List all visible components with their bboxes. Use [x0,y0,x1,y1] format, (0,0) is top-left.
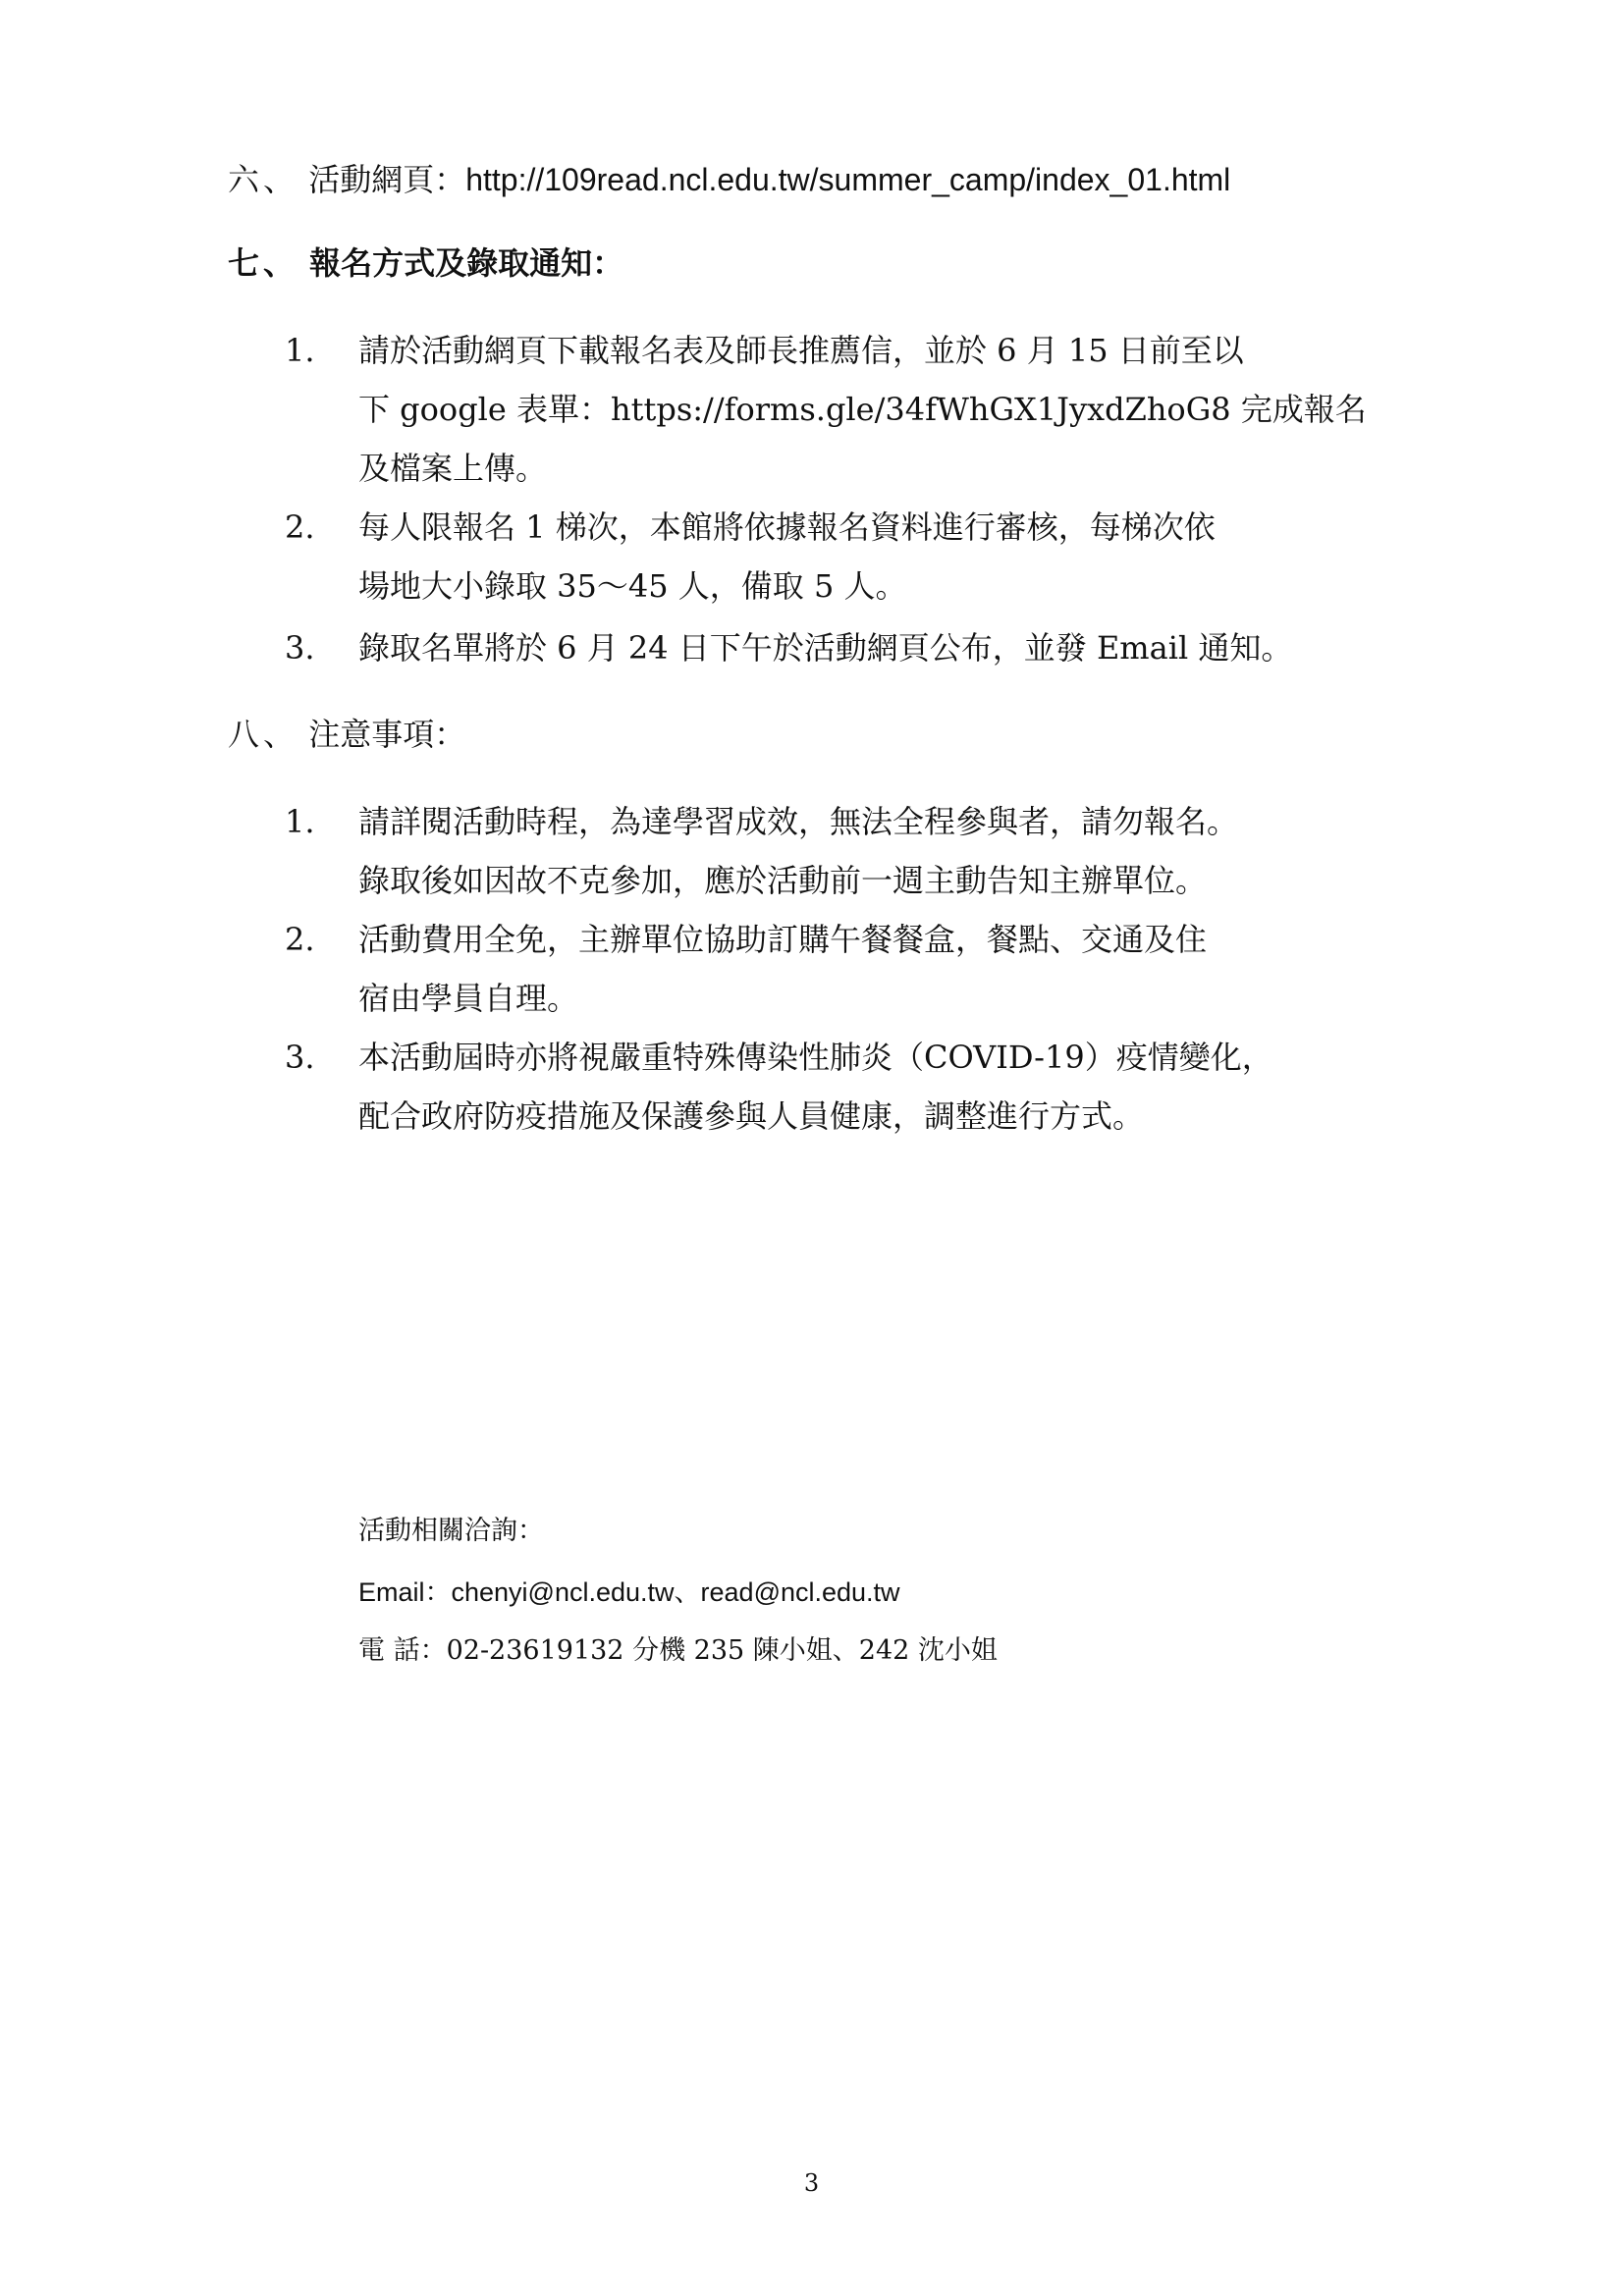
list-number: 2. [285,921,315,958]
list-number: 3. [285,629,315,667]
list-item-line: 及檔案上傳。 [358,450,548,487]
list-item-line: 每人限報名 1 梯次，本館將依據報名資料進行審核，每梯次依 [358,508,1216,546]
list-item-line: 宿由學員自理。 [358,980,579,1017]
section-6-activity-webpage [228,155,1435,204]
section-7-item-3 [285,618,1414,677]
list-number: 2. [285,508,315,546]
section-8-label: 注意事項： [308,716,466,753]
section-8-item-2 [285,910,1414,1028]
list-item-line: 請詳閱活動時程，為達學習成效，無法全程參與者，請勿報名。 [358,803,1239,840]
contact-heading: 活動相關洽詢： [358,1516,544,1546]
section-7-item-1 [285,321,1414,498]
list-item-line: 配合政府防疫措施及保護參與人員健康，調整進行方式。 [358,1097,1145,1135]
section-7-heading [228,239,1435,288]
list-item-line: 錄取後如因故不克參加，應於活動前一週主動告知主辦單位。 [358,862,1208,899]
page-number: 3 [803,2169,820,2197]
list-item-line: 下 google 表單：https://forms.gle/34fWhGX1JyxdZhoG8 完成報名 [358,391,1367,428]
list-item-line: 錄取名單將於 6 月 24 日下午於活動網頁公布，並發 Email 通知。 [358,629,1293,667]
list-item-line: 場地大小錄取 35～45 人，備取 5 人。 [358,567,907,605]
list-item-line: 活動費用全免，主辦單位協助訂購午餐餐盒，餐點、交通及住 [358,921,1208,958]
list-item-line: 本活動屆時亦將視嚴重特殊傳染性肺炎（COVID-19）疫情變化， [358,1039,1273,1076]
section-8-item-1 [285,792,1414,910]
section-6-mark: 六、 [228,161,299,198]
contact-email: Email：chenyi@ncl.edu.tw、read@ncl.edu.tw [358,1577,900,1607]
contact-phone: 電 話：02-23619132 分機 235 陳小姐、242 沈小姐 [358,1635,998,1666]
list-number: 3. [285,1039,315,1076]
list-number: 1. [285,803,315,840]
section-7-mark: 七、 [228,244,299,282]
list-item-line: 請於活動網頁下載報名表及師長推薦信，並於 6 月 15 日前至以 [358,332,1244,369]
section-8-item-3 [285,1028,1414,1146]
list-number: 1. [285,332,315,369]
activity-webpage-link[interactable]: http://109read.ncl.edu.tw/summer_camp/index_01.html [465,162,1231,197]
section-8-mark: 八、 [228,716,299,753]
section-7-label: 報名方式及錄取通知： [309,244,624,282]
section-7-item-2 [285,498,1414,615]
section-8-heading [228,710,1435,759]
section-6-label: 活動網頁： [308,161,466,198]
